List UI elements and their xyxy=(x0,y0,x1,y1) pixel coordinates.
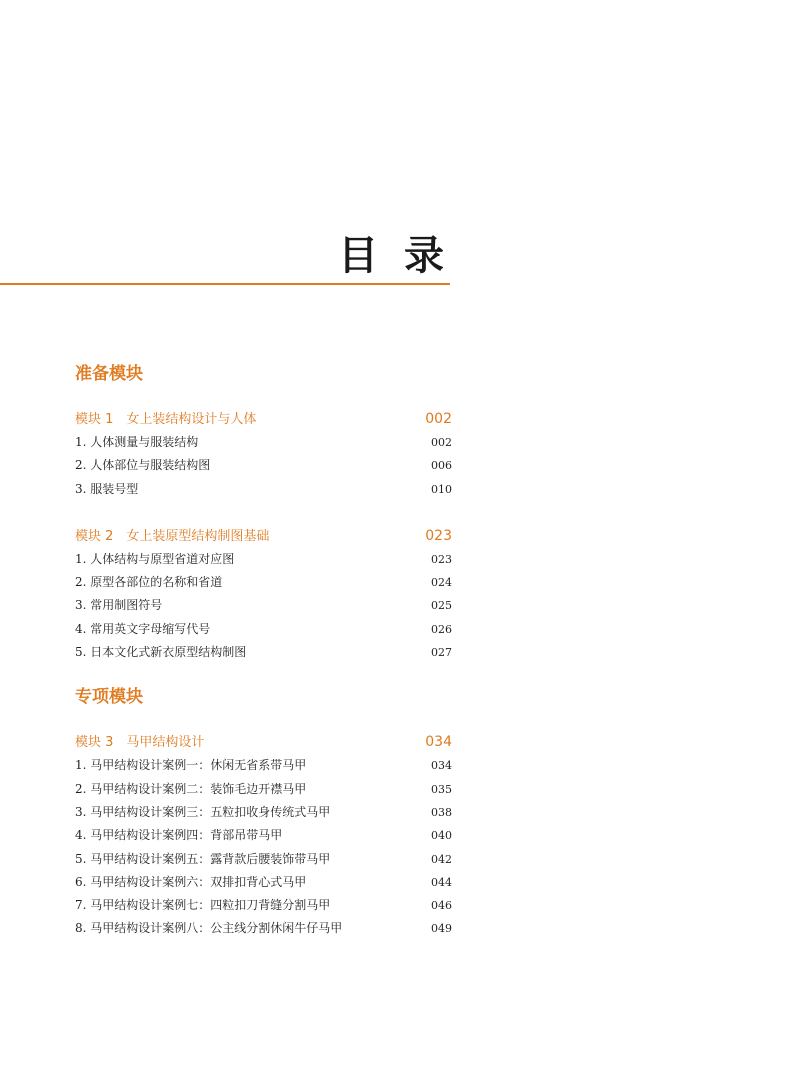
toc-item[interactable] xyxy=(75,594,452,617)
module-label: 模块 1 女上装结构设计与人体 xyxy=(75,412,257,427)
item-label: 1. 人体结构与原型省道对应图 xyxy=(75,551,235,566)
title-underline xyxy=(0,283,450,285)
toc-item[interactable] xyxy=(75,478,452,501)
item-label: 5. 马甲结构设计案例五：露背款后腰装饰带马甲 xyxy=(75,851,331,866)
item-page-number: 006 xyxy=(431,459,452,473)
toc-item[interactable] xyxy=(75,571,452,594)
toc-item[interactable] xyxy=(75,917,452,940)
item-label: 3. 马甲结构设计案例三：五粒扣收身传统式马甲 xyxy=(75,804,331,819)
item-label: 2. 原型各部位的名称和省道 xyxy=(75,575,223,590)
item-label: 4. 常用英文字母缩写代号 xyxy=(75,621,211,636)
item-label: 7. 马甲结构设计案例七：四粒扣刀背缝分割马甲 xyxy=(75,898,331,913)
toc-item[interactable] xyxy=(75,618,452,641)
module-label: 模块 3 马甲结构设计 xyxy=(75,735,205,751)
item-label: 3. 服装号型 xyxy=(75,481,139,496)
toc-item[interactable] xyxy=(75,454,452,477)
item-page-number: 044 xyxy=(431,875,452,889)
module-page-number: 034 xyxy=(425,734,452,751)
item-page-number: 042 xyxy=(431,852,452,866)
toc-module-entry[interactable] xyxy=(75,525,452,548)
item-page-number: 024 xyxy=(431,576,452,590)
module-page-number: 023 xyxy=(425,527,452,544)
item-label: 8. 马甲结构设计案例八：公主线分割休闲牛仔马甲 xyxy=(75,921,343,936)
item-page-number: 010 xyxy=(431,482,452,496)
table-of-contents xyxy=(75,362,452,941)
item-label: 5. 日本文化式新衣原型结构制图 xyxy=(75,645,247,660)
item-label: 2. 马甲结构设计案例二：装饰毛边开襟马甲 xyxy=(75,781,307,796)
item-label: 6. 马甲结构设计案例六：双排扣背心式马甲 xyxy=(75,874,307,889)
module-label: 模块 2 女上装原型结构制图基础 xyxy=(75,528,270,544)
module-page-number: 002 xyxy=(425,411,452,427)
toc-item[interactable] xyxy=(75,778,452,801)
toc-module-entry[interactable] xyxy=(75,731,452,754)
item-page-number: 002 xyxy=(431,436,452,449)
toc-item[interactable] xyxy=(75,848,452,871)
section-title: 准备模块 xyxy=(75,364,143,384)
toc-item[interactable] xyxy=(75,431,452,454)
toc-item[interactable] xyxy=(75,894,452,917)
toc-item[interactable] xyxy=(75,548,452,571)
item-page-number: 049 xyxy=(431,922,452,936)
item-label: 1. 马甲结构设计案例一：休闲无省系带马甲 xyxy=(75,758,307,773)
item-page-number: 027 xyxy=(431,646,452,660)
toc-item[interactable] xyxy=(75,754,452,777)
item-page-number: 026 xyxy=(431,622,452,636)
item-label: 1. 人体测量与服装结构 xyxy=(75,435,199,449)
item-page-number: 023 xyxy=(431,552,452,566)
item-label: 3. 常用制图符号 xyxy=(75,598,163,613)
item-page-number: 034 xyxy=(431,759,452,773)
item-page-number: 035 xyxy=(431,782,452,796)
item-page-number: 025 xyxy=(431,599,452,613)
toc-item[interactable] xyxy=(75,641,452,664)
section-title: 专项模块 xyxy=(75,687,143,708)
toc-module-entry[interactable] xyxy=(75,408,452,431)
item-page-number: 038 xyxy=(431,805,452,819)
toc-item[interactable] xyxy=(75,871,452,894)
toc-item[interactable] xyxy=(75,824,452,847)
item-page-number: 040 xyxy=(431,829,452,843)
item-label: 4. 马甲结构设计案例四：背部吊带马甲 xyxy=(75,828,283,843)
toc-item[interactable] xyxy=(75,801,452,824)
item-page-number: 046 xyxy=(431,899,452,913)
page-title: 目 录 xyxy=(338,233,450,279)
item-label: 2. 人体部位与服装结构图 xyxy=(75,458,211,473)
